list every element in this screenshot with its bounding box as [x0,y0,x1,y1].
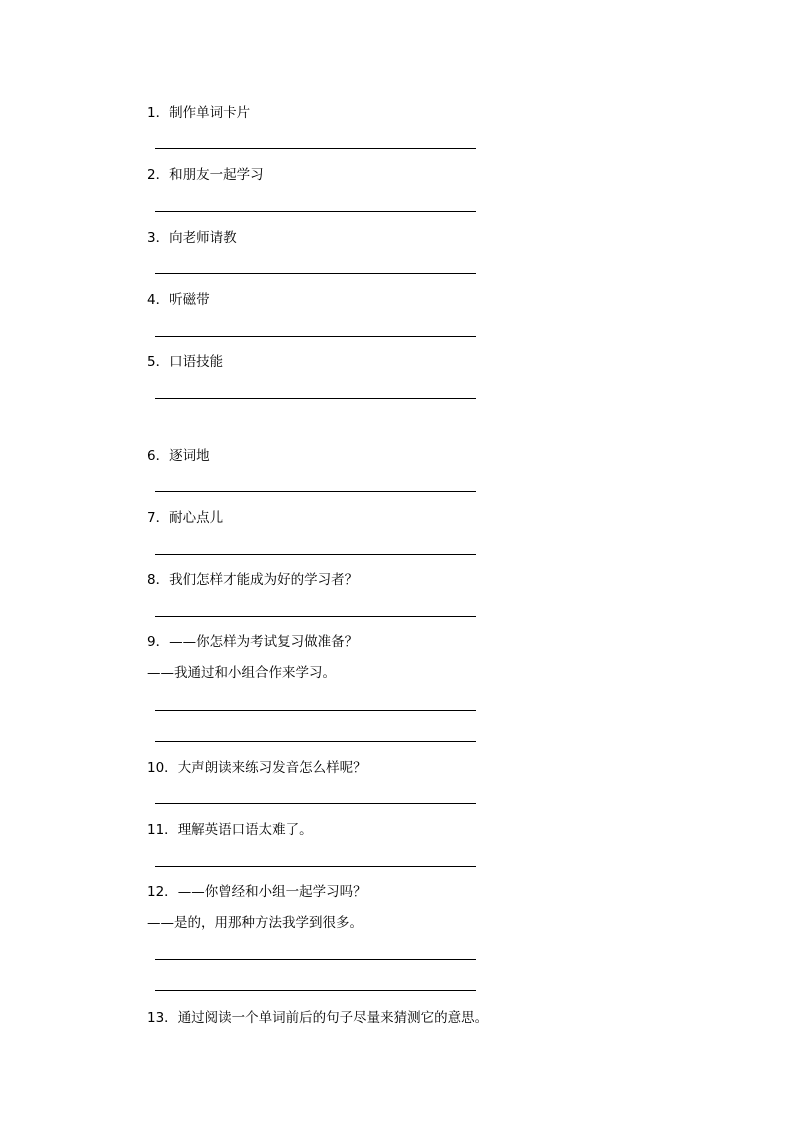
item-text: 向老师请教 [169,230,237,246]
answer-line [155,803,476,804]
item-10 [147,759,367,777]
item-2 [147,166,264,184]
item-text: 听磁带 [169,292,210,308]
item-number: 5． [147,354,170,370]
item-number: 10． [147,760,178,776]
answer-line [155,491,476,492]
item-13 [147,1009,488,1027]
item-text: 口语技能 [169,354,224,370]
item-text: 和朋友一起学习 [169,167,264,183]
answer-line [155,710,476,711]
item-text: 理解英语口语太难了。 [177,822,313,838]
answer-line [155,398,476,399]
item-number: 11． [147,822,178,838]
item-number: 1． [147,105,170,121]
item-text: 耐心点儿 [169,510,224,526]
item-number: 4． [147,292,170,308]
item-11 [147,821,313,839]
item-number: 2． [147,167,170,183]
item-3 [147,229,237,247]
answer-line [155,990,476,991]
item-text: 我们怎样才能成为好的学习者？ [169,572,359,588]
item-12-reply: ——是的，用那种方法我学到很多。 [147,915,363,931]
item-text: 通过阅读一个单词前后的句子尽量来猜测它的意思。 [177,1010,489,1026]
item-7 [147,509,223,527]
item-9 [147,633,358,651]
item-number: 9． [147,634,170,650]
item-number: 12． [147,884,178,900]
answer-line [155,273,476,274]
answer-line [155,959,476,960]
item-6 [147,447,210,465]
item-text: ——你怎样为考试复习做准备？ [169,634,359,650]
answer-line [155,148,476,149]
answer-line [155,211,476,212]
answer-line [155,554,476,555]
item-number: 7． [147,510,170,526]
item-9-reply: ——我通过和小组合作来学习。 [147,665,336,681]
item-number: 3． [147,230,170,246]
answer-line [155,336,476,337]
item-text: 大声朗读来练习发音怎么样呢？ [177,760,367,776]
item-8 [147,571,358,589]
item-number: 8． [147,572,170,588]
item-number: 6． [147,448,170,464]
answer-line [155,866,476,867]
item-text: ——你曾经和小组一起学习吗？ [177,884,367,900]
item-4 [147,291,210,309]
item-12 [147,883,367,901]
item-1 [147,104,250,122]
answer-line [155,616,476,617]
answer-line [155,741,476,742]
item-5 [147,353,223,371]
item-number: 13． [147,1010,178,1026]
item-text: 制作单词卡片 [169,105,251,121]
item-text: 逐词地 [169,448,210,464]
